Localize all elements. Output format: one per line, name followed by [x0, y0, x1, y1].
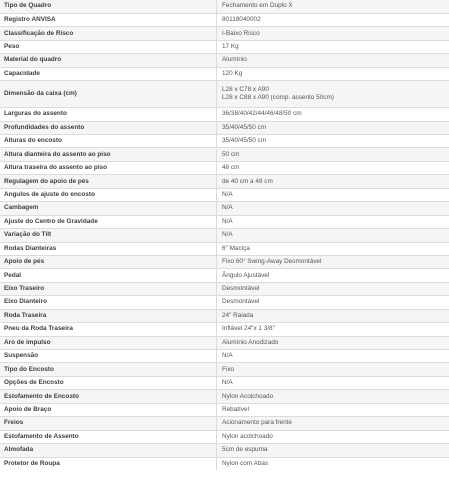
spec-value	[217, 350, 449, 363]
spec-value-line: Inflável 24"x 1 3/8"	[222, 325, 275, 333]
spec-label: Rodas Dianteiras	[0, 242, 217, 255]
spec-row	[0, 40, 449, 53]
spec-value	[217, 403, 449, 416]
spec-value-line: Nylon Acolchoado	[222, 392, 274, 400]
spec-value	[217, 161, 449, 174]
spec-label: Classificação de Risco	[0, 27, 217, 40]
spec-value	[217, 188, 449, 201]
spec-value-line: Ângulo Ajustável	[222, 271, 270, 279]
spec-value-line: Acionamento para frente	[222, 419, 292, 427]
spec-row	[0, 13, 449, 26]
spec-value	[217, 0, 449, 13]
spec-value-line: Desmontável	[222, 285, 260, 293]
spec-label: Pneu da Roda Traseira	[0, 323, 217, 336]
spec-row	[0, 202, 449, 215]
spec-row	[0, 0, 449, 13]
spec-value	[217, 13, 449, 26]
spec-value	[217, 336, 449, 349]
spec-value-line: 5cm de espuma	[222, 446, 268, 454]
spec-row	[0, 175, 449, 188]
spec-label: Estofamento de Encosto	[0, 390, 217, 403]
spec-row	[0, 269, 449, 282]
spec-value-line: Fechamento em Duplo X	[222, 2, 293, 10]
spec-value-line: 24" Raiada	[222, 311, 254, 319]
spec-row	[0, 403, 449, 416]
spec-row	[0, 108, 449, 121]
spec-value	[217, 296, 449, 309]
spec-row	[0, 215, 449, 228]
spec-label: Dimensão da caixa (cm)	[0, 81, 217, 108]
spec-label: Apoio de pés	[0, 255, 217, 268]
spec-value-line: Rebatível	[222, 405, 249, 413]
spec-row	[0, 282, 449, 295]
spec-label: Protetor de Roupa	[0, 457, 217, 470]
spec-value-line: L28 x C78 x A90	[222, 86, 269, 94]
spec-label: Almofada	[0, 444, 217, 457]
spec-label: Suspensão	[0, 350, 217, 363]
spec-value-line: N/A	[222, 217, 233, 225]
spec-label: Tipo do Encosto	[0, 363, 217, 376]
spec-value-line: 6" Maciça	[222, 244, 250, 252]
spec-value-line: N/A	[222, 190, 233, 198]
spec-value	[217, 457, 449, 470]
spec-row	[0, 135, 449, 148]
spec-value-line: Fixo	[222, 365, 235, 373]
spec-label: Altura traseira do assento ao piso	[0, 161, 217, 174]
spec-value	[217, 148, 449, 161]
spec-value	[217, 444, 449, 457]
spec-label: Altura dianteira do assento ao piso	[0, 148, 217, 161]
spec-row	[0, 350, 449, 363]
spec-label: Peso	[0, 40, 217, 53]
spec-row	[0, 417, 449, 430]
spec-label: Profundidades do assento	[0, 121, 217, 134]
spec-row	[0, 242, 449, 255]
spec-row	[0, 81, 449, 108]
spec-value-line: 48 cm	[222, 164, 240, 172]
spec-value-line: 17 Kg	[222, 43, 239, 51]
spec-label: Apoio de Braço	[0, 403, 217, 416]
spec-value-line: 120 Kg	[222, 69, 243, 77]
spec-label: Eixo Traseiro	[0, 282, 217, 295]
spec-value-line: N/A	[222, 231, 233, 239]
spec-value	[217, 269, 449, 282]
spec-label: Capacidade	[0, 67, 217, 80]
spec-value	[217, 363, 449, 376]
spec-label: Larguras do assento	[0, 108, 217, 121]
spec-label: Angulos de ajuste do encosto	[0, 188, 217, 201]
spec-label: Opções de Encosto	[0, 376, 217, 389]
spec-row	[0, 323, 449, 336]
spec-row	[0, 161, 449, 174]
spec-label: Eixo Dianteiro	[0, 296, 217, 309]
spec-value	[217, 81, 449, 108]
spec-value-line: L28 x C88 x A90 (comp. assento 50cm)	[222, 94, 334, 102]
spec-value	[217, 376, 449, 389]
spec-value-line: de 40 cm a 48 cm	[222, 177, 273, 185]
spec-value-line: I-Baixo Risco	[222, 29, 260, 37]
spec-value	[217, 121, 449, 134]
spec-value-line: 36/38/40/42/44/46/48/50 cm	[222, 110, 302, 118]
spec-value	[217, 229, 449, 242]
spec-value	[217, 27, 449, 40]
spec-value	[217, 54, 449, 67]
spec-value	[217, 255, 449, 268]
spec-value-line: 35/40/45/50 cm	[222, 123, 267, 131]
spec-row	[0, 148, 449, 161]
spec-value	[217, 135, 449, 148]
spec-value-line: Alumínio	[222, 56, 247, 64]
spec-label: Ajuste do Centro de Gravidade	[0, 215, 217, 228]
spec-value	[217, 242, 449, 255]
spec-label: Roda Traseira	[0, 309, 217, 322]
spec-label: Tipo de Quadro	[0, 0, 217, 13]
spec-row	[0, 188, 449, 201]
spec-value	[217, 430, 449, 443]
spec-value	[217, 108, 449, 121]
spec-value	[217, 202, 449, 215]
spec-value-line: Fixo 60° Swing-Away Desmontável	[222, 258, 322, 266]
spec-row	[0, 121, 449, 134]
spec-row	[0, 457, 449, 470]
spec-row	[0, 296, 449, 309]
spec-row	[0, 54, 449, 67]
spec-row	[0, 363, 449, 376]
spec-label: Estofamento de Assento	[0, 430, 217, 443]
spec-value	[217, 282, 449, 295]
spec-value-line: N/A	[222, 204, 233, 212]
spec-value-line: 35/40/45/50 cm	[222, 137, 267, 145]
spec-row	[0, 67, 449, 80]
spec-value-line: Nylon acolchoado	[222, 432, 273, 440]
spec-label: Material do quadro	[0, 54, 217, 67]
spec-value-line: Nylon com Abas	[222, 459, 269, 467]
spec-row	[0, 390, 449, 403]
spec-value-line: N/A	[222, 379, 233, 387]
spec-label: Cambagem	[0, 202, 217, 215]
spec-value	[217, 309, 449, 322]
spec-value	[217, 215, 449, 228]
spec-label: Alturas do encosto	[0, 135, 217, 148]
spec-value-line: 80118040002	[222, 16, 261, 24]
spec-value	[217, 67, 449, 80]
spec-label: Pedal	[0, 269, 217, 282]
spec-row	[0, 444, 449, 457]
spec-label: Regulagem do apoio de pés	[0, 175, 217, 188]
spec-value	[217, 417, 449, 430]
spec-value	[217, 323, 449, 336]
spec-label: Aro de impulso	[0, 336, 217, 349]
spec-row	[0, 309, 449, 322]
spec-row	[0, 229, 449, 242]
spec-value	[217, 175, 449, 188]
spec-label: Variação do Tilt	[0, 229, 217, 242]
spec-value-line: N/A	[222, 352, 233, 360]
spec-value-line: Alumínio Anodizado	[222, 338, 279, 346]
spec-value-line: 50 cm	[222, 150, 240, 158]
spec-row	[0, 430, 449, 443]
spec-row	[0, 27, 449, 40]
spec-label: Freios	[0, 417, 217, 430]
spec-row	[0, 255, 449, 268]
spec-row	[0, 336, 449, 349]
spec-value	[217, 390, 449, 403]
spec-label: Registro ANVISA	[0, 13, 217, 26]
spec-row	[0, 376, 449, 389]
spec-value	[217, 40, 449, 53]
spec-value-line: Desmontável	[222, 298, 260, 306]
